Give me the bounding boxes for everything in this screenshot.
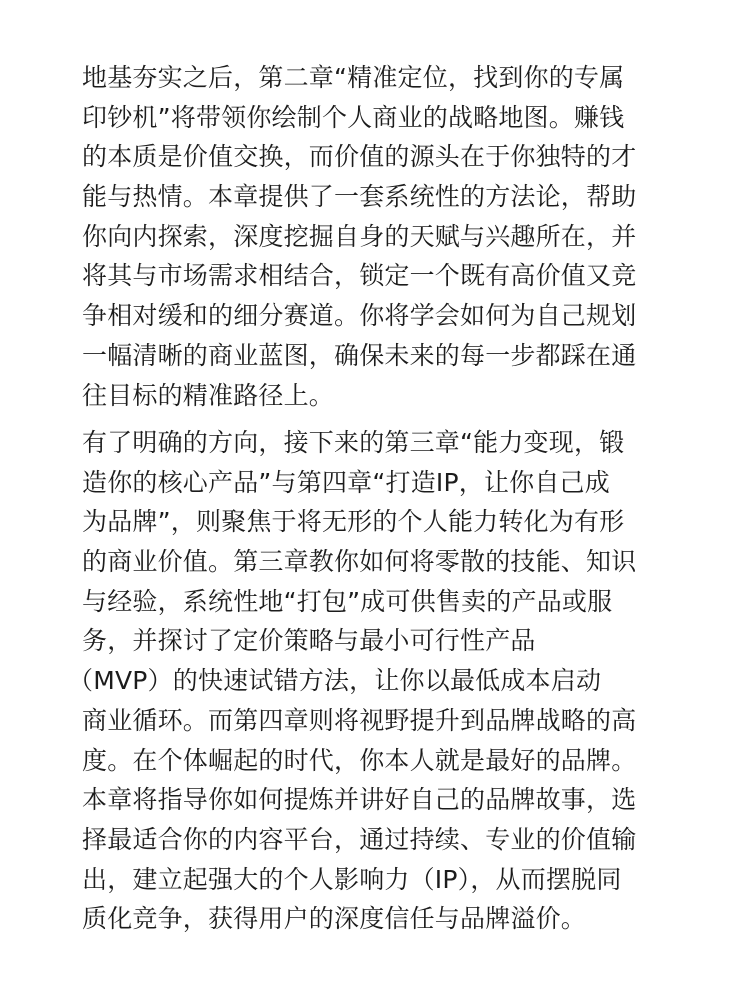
text-line: 为品牌”，则聚焦于将无形的个人能力转化为有形 [82, 507, 625, 537]
text-line: 的商业价值。第三章教你如何将零散的技能、知识 [82, 547, 637, 577]
text-line: 有了明确的方向，接下来的第三章“能力变现，锻 [82, 428, 625, 457]
text-line: 择最适合你的内容平台，通过持续、专业的价值输 [82, 824, 637, 854]
text-line: 你向内探索，深度挖掘自身的天赋与兴趣所在，并 [82, 221, 637, 251]
text-line: 将其与市场需求相结合，锁定一个既有高价值又竞 [82, 261, 637, 291]
text-line: 本章将指导你如何提炼并讲好自己的品牌故事，选 [82, 785, 637, 815]
text-line: 出，建立起强大的个人影响力（IP），从而摆脱同 [82, 864, 622, 894]
text-line: 往目标的精准路径上。 [82, 380, 335, 410]
text-line: 度。在个体崛起的时代，你本人就是最好的品牌。 [82, 745, 637, 775]
paragraph-chapters-three-four [68, 423, 682, 939]
text-line: 争相对缓和的细分赛道。你将学会如何为自己规划 [82, 301, 637, 331]
text-line: 一幅清晰的商业蓝图，确保未来的每一步都踩在通 [82, 340, 637, 370]
text-line: 商业循环。而第四章则将视野提升到品牌战略的高 [82, 705, 637, 735]
text-line: 务，并探讨了定价策略与最小可行性产品 [82, 626, 536, 656]
paragraph-chapter-two [82, 58, 682, 415]
text-line: 的本质是价值交换，而价值的源头在于你独特的才 [82, 142, 637, 172]
text-line: 造你的核心产品”与第四章“打造IP，让你自己成 [82, 467, 610, 497]
text-line: 能与热情。本章提供了一套系统性的方法论，帮助 [82, 182, 637, 212]
text-line: 与经验，系统性地“打包”成可供售卖的产品或服 [82, 586, 613, 616]
text-line: 印钞机”将带领你绘制个人商业的战略地图。赚钱 [82, 102, 625, 132]
text-line: 质化竞争，获得用户的深度信任与品牌溢价。 [82, 904, 587, 934]
text-line: （MVP）的快速试错方法，让你以最低成本启动 [68, 666, 602, 696]
text-line: 地基夯实之后，第二章“精准定位，找到你的专属 [82, 63, 625, 92]
